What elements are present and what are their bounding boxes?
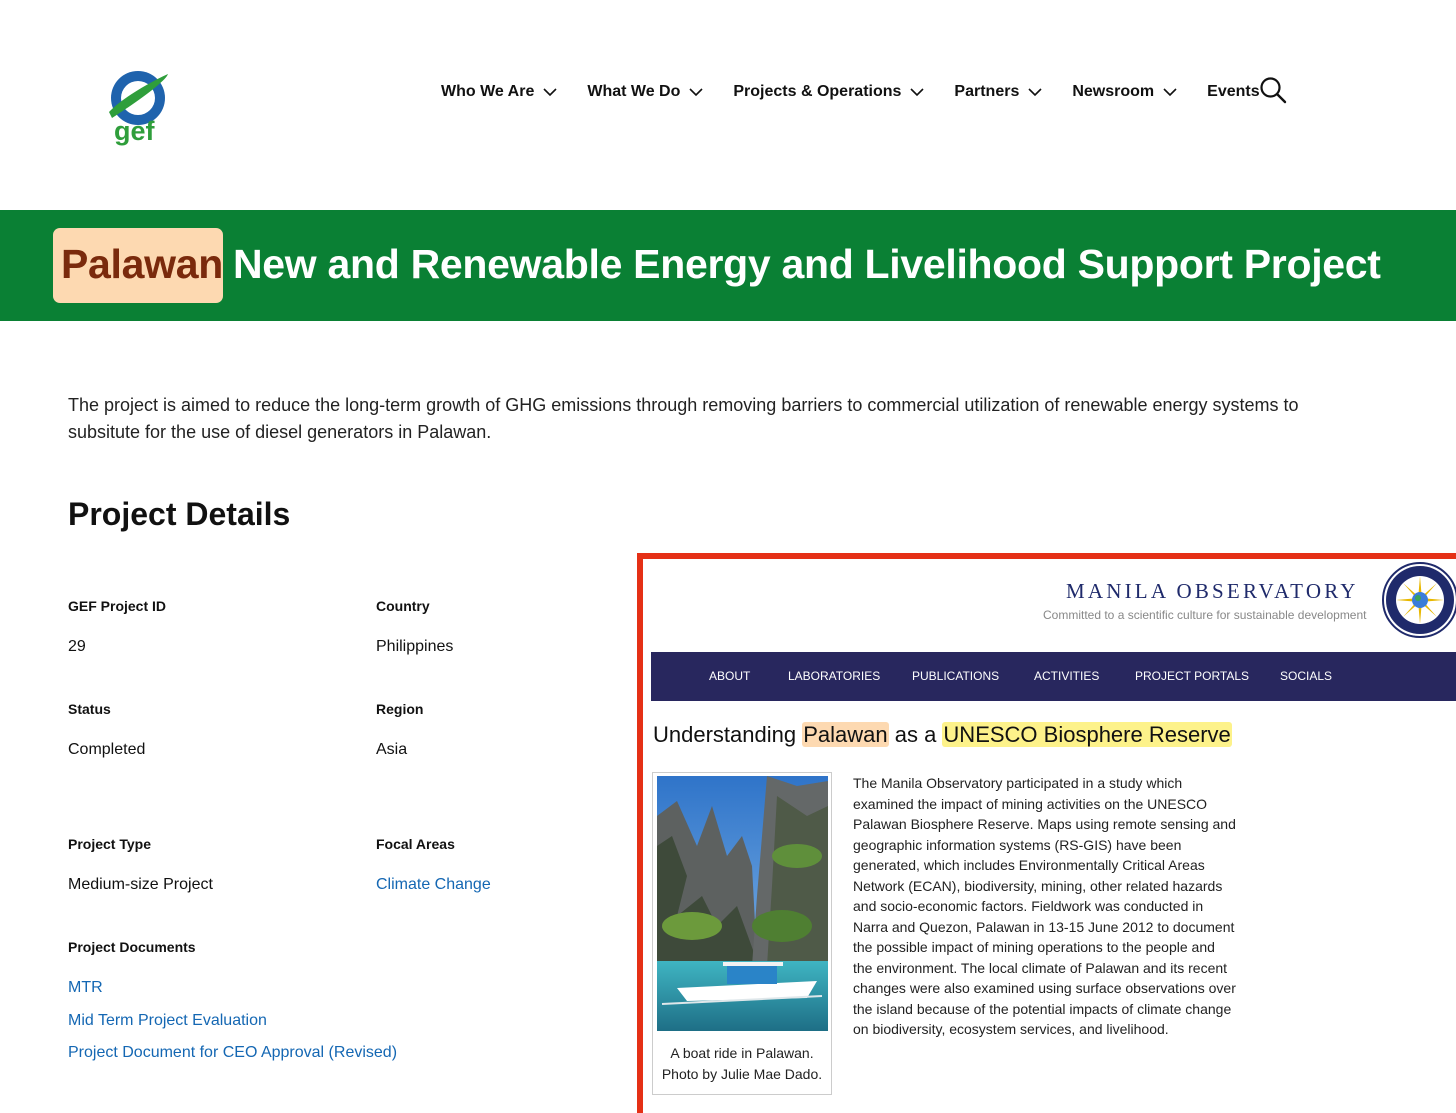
nav-label: Events [1207, 83, 1260, 100]
document-link-mid-term-evaluation[interactable]: Mid Term Project Evaluation [68, 1012, 267, 1029]
country-label: Country [376, 598, 430, 614]
mo-nav-activities[interactable]: ACTIVITIES [1034, 669, 1100, 683]
focal-area-link[interactable]: Climate Change [376, 876, 491, 893]
heading-highlight-unesco: UNESCO Biosphere Reserve [943, 722, 1231, 747]
nav-label: Newsroom [1072, 83, 1155, 100]
site-header [0, 0, 1456, 210]
chevron-down-icon [689, 88, 703, 97]
mo-seal-logo [1380, 560, 1456, 640]
page-title-highlight: Palawan [61, 241, 223, 287]
main-nav [441, 80, 1260, 104]
mo-tagline: Committed to a scientific culture for sustainable development [1043, 608, 1367, 622]
nav-item-who-we-are[interactable] [441, 83, 557, 101]
status-value: Completed [68, 741, 146, 758]
status-label: Status [68, 701, 111, 717]
nav-item-newsroom[interactable] [1072, 83, 1177, 101]
nav-item-projects-operations[interactable] [733, 83, 924, 101]
nav-label: What We Do [587, 83, 681, 100]
region-value: Asia [376, 741, 408, 758]
mo-photo-caption: A boat ride in Palawan. Photo by Julie Mae Dado. [661, 1045, 823, 1082]
document-link-ceo-approval[interactable]: Project Document for CEO Approval (Revised) [68, 1044, 398, 1061]
logo-text: gef [114, 116, 155, 146]
nav-item-partners[interactable] [954, 83, 1042, 101]
country-value: Philippines [376, 638, 454, 655]
mo-nav-socials[interactable]: SOCIALS [1280, 669, 1333, 683]
focal-areas-label: Focal Areas [376, 836, 455, 852]
mo-article-body: The Manila Observatory participated in a study which examined the impact of mining activities on the UNESCO Palawan Biosphere Reserve. Maps using remote sensing and geographic information systems (RS-GIS) have been generated, which includes Environmentally Critical Areas Network (ECAN), biodiversity, mining, other related hazards and socio-economic factors. Fieldwork was conducted in Narra and Quezon, Palawan in 13-15 June 2012 to document the possible impact of mining operations to the people and the environment. The local climate of Palawan and its recent changes were also examined using surface observations over the island because of the potential impacts of climate change on biodiversity, ecosystem services, and livelihood. [853, 775, 1236, 1037]
nav-item-events[interactable] [1207, 83, 1259, 101]
heading-text: as a [888, 722, 943, 747]
chevron-down-icon [1028, 88, 1042, 97]
region-label: Region [376, 701, 424, 717]
mo-boat-photo [657, 776, 828, 1031]
nav-item-what-we-do[interactable] [587, 83, 703, 101]
heading-text: Understanding [653, 722, 803, 747]
search-icon[interactable] [1259, 76, 1287, 104]
nav-label: Projects & Operations [733, 83, 902, 100]
gef-logo[interactable] [106, 66, 170, 148]
project-details-heading: Project Details [68, 496, 291, 532]
document-link-mtr[interactable]: MTR [68, 979, 103, 996]
project-id-label: GEF Project ID [68, 598, 167, 614]
chevron-down-icon [543, 88, 557, 97]
mo-nav-project-portals[interactable]: PROJECT PORTALS [1135, 669, 1250, 683]
mo-article-heading [653, 722, 1232, 748]
mo-site-title[interactable]: MANILA OBSERVATORY [1066, 579, 1359, 603]
project-documents-label: Project Documents [68, 939, 196, 955]
mo-nav-about[interactable]: ABOUT [709, 669, 751, 683]
nav-label: Who We Are [441, 83, 535, 100]
project-type-value: Medium-size Project [68, 876, 213, 893]
mo-nav-publications[interactable]: PUBLICATIONS [912, 669, 1000, 683]
page-title: New and Renewable Energy and Livelihood Support Project [233, 241, 1381, 287]
chevron-down-icon [1163, 88, 1177, 97]
nav-label: Partners [954, 83, 1020, 100]
chevron-down-icon [910, 88, 924, 97]
mo-nav-laboratories[interactable]: LABORATORIES [788, 669, 881, 683]
project-type-label: Project Type [68, 836, 151, 852]
heading-highlight-palawan: Palawan [803, 722, 888, 747]
project-id-value: 29 [68, 638, 86, 655]
project-description: The project is aimed to reduce the long-term growth of GHG emissions through removing barriers to commercial utilization of renewable energy systems to subsitute for the use of diesel generators in Palawan. [68, 395, 1299, 442]
